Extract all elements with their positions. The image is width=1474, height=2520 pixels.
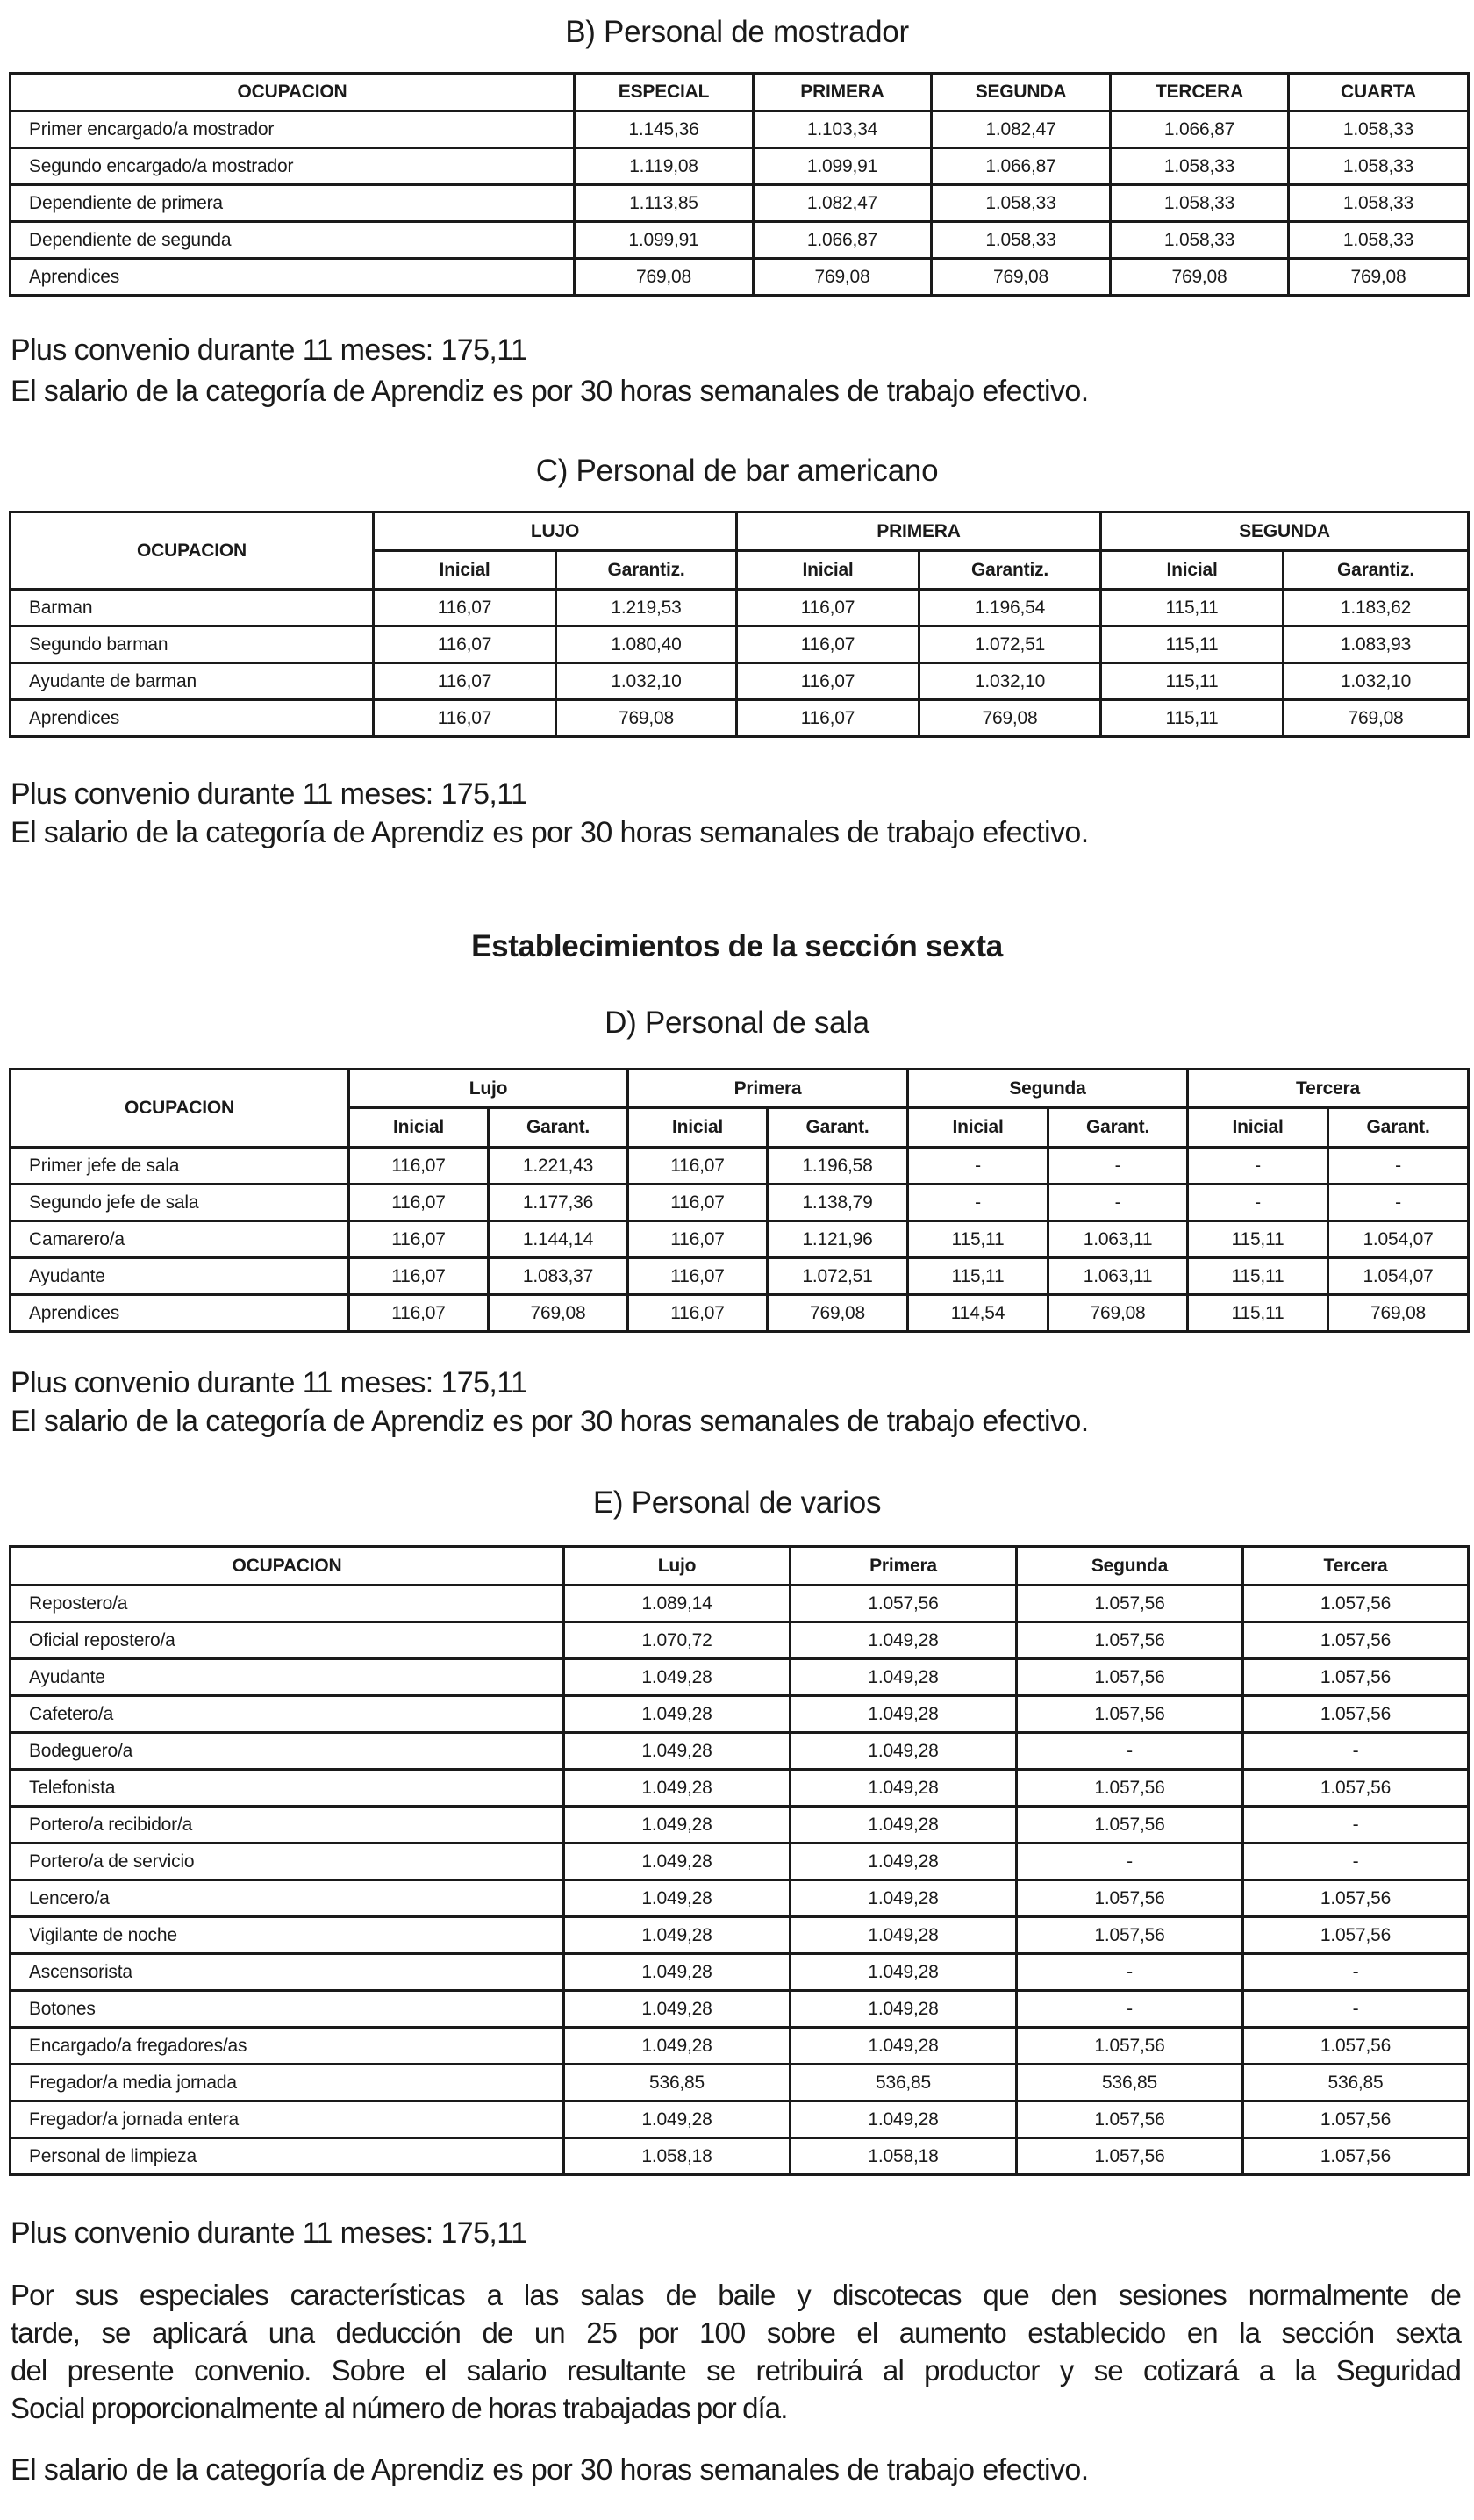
salary-cell: 1.113,85 <box>575 185 754 222</box>
aprendiz-note-c: El salario de la categoría de Aprendiz es por 30 horas semanales de trabajo efectivo. <box>11 816 1089 849</box>
salary-cell: 536,85 <box>1243 2065 1469 2101</box>
occupation-cell: Barman <box>11 590 374 626</box>
column-header: ESPECIAL <box>575 74 754 111</box>
salary-cell: 1.057,56 <box>791 1586 1017 1622</box>
salary-cell: 1.196,54 <box>919 590 1101 626</box>
aprendiz-note-d: El salario de la categoría de Aprendiz es por 30 horas semanales de trabajo efectivo. <box>11 1405 1089 1438</box>
salary-cell: 1.103,34 <box>754 111 932 148</box>
table-row <box>11 1954 1469 1991</box>
salary-cell: 769,08 <box>919 700 1101 737</box>
salary-cell: 1.057,56 <box>1017 1807 1243 1843</box>
salary-cell: 1.057,56 <box>1243 1622 1469 1659</box>
salary-cell: 1.058,33 <box>932 222 1111 259</box>
salary-cell: 1.032,10 <box>1284 663 1469 700</box>
salary-cell: 1.049,28 <box>791 2101 1017 2138</box>
salary-cell: 1.058,33 <box>1289 222 1469 259</box>
subheader-inicial: Inicial <box>1101 551 1284 590</box>
occupation-cell: Lencero/a <box>11 1880 564 1917</box>
group-header-primera: Primera <box>628 1070 908 1108</box>
salary-cell: - <box>908 1185 1048 1221</box>
salary-cell: - <box>908 1148 1048 1185</box>
salary-cell: - <box>1243 1991 1469 2028</box>
occupation-cell: Ayudante <box>11 1258 349 1295</box>
subheader-inicial: Inicial <box>1188 1108 1328 1148</box>
salary-cell: 769,08 <box>1111 259 1289 296</box>
table-row <box>11 1843 1469 1880</box>
salary-cell: 1.058,33 <box>1289 111 1469 148</box>
column-header: TERCERA <box>1111 74 1289 111</box>
salary-cell: 1.049,28 <box>791 2028 1017 2065</box>
salary-cell: 1.082,47 <box>754 185 932 222</box>
occupation-cell: Telefonista <box>11 1770 564 1807</box>
salary-cell: 1.099,91 <box>754 148 932 185</box>
table-row <box>11 2101 1469 2138</box>
salary-cell: 116,07 <box>737 590 919 626</box>
salary-cell: 1.049,28 <box>564 1991 791 2028</box>
salary-cell: - <box>1048 1185 1188 1221</box>
aprendiz-note-e: El salario de la categoría de Aprendiz es por 30 horas semanales de trabajo efectivo. <box>11 2453 1089 2487</box>
occupation-cell: Oficial repostero/a <box>11 1622 564 1659</box>
salary-cell: - <box>1188 1185 1328 1221</box>
salary-cell: 1.049,28 <box>791 1622 1017 1659</box>
salary-cell: 1.057,56 <box>1017 2138 1243 2175</box>
salary-cell: 1.072,51 <box>919 626 1101 663</box>
salary-cell: 1.121,96 <box>768 1221 908 1258</box>
salary-cell: 769,08 <box>1048 1295 1188 1332</box>
subheader-garantiz: Garantiz. <box>919 551 1101 590</box>
salary-cell: 1.063,11 <box>1048 1258 1188 1295</box>
salary-cell: 1.057,56 <box>1017 1586 1243 1622</box>
salary-cell: 1.049,28 <box>564 1807 791 1843</box>
salary-cell: 1.066,87 <box>754 222 932 259</box>
table-personal-varios <box>9 1545 1470 2176</box>
salary-cell: - <box>1328 1148 1469 1185</box>
occupation-cell: Cafetero/a <box>11 1696 564 1733</box>
column-header: Segunda <box>1017 1547 1243 1586</box>
salary-cell: 1.119,08 <box>575 148 754 185</box>
salary-cell: 115,11 <box>1101 700 1284 737</box>
salary-cell: 116,07 <box>628 1295 768 1332</box>
salary-cell: 769,08 <box>489 1295 628 1332</box>
salary-cell: 1.054,07 <box>1328 1258 1469 1295</box>
salary-cell: 1.049,28 <box>791 1659 1017 1696</box>
salary-cell: 1.032,10 <box>919 663 1101 700</box>
column-header-ocupacion: OCUPACION <box>11 512 374 590</box>
subheader-inicial: Inicial <box>628 1108 768 1148</box>
table-row <box>11 1880 1469 1917</box>
occupation-cell: Dependiente de primera <box>11 185 575 222</box>
table-header-row <box>11 1547 1469 1586</box>
occupation-cell: Aprendices <box>11 700 374 737</box>
salary-cell: 769,08 <box>575 259 754 296</box>
salary-cell: 1.183,62 <box>1284 590 1469 626</box>
table-row <box>11 1696 1469 1733</box>
salary-cell: 115,11 <box>1101 590 1284 626</box>
salary-cell: 1.058,33 <box>1289 148 1469 185</box>
table-row <box>11 1991 1469 2028</box>
section-e-title: E) Personal de varios <box>592 1486 882 1520</box>
salary-cell: 769,08 <box>768 1295 908 1332</box>
salary-cell: 116,07 <box>628 1148 768 1185</box>
salary-cell: 1.049,28 <box>564 1696 791 1733</box>
group-header-primera: PRIMERA <box>737 512 1101 551</box>
salary-cell: 1.057,56 <box>1243 1917 1469 1954</box>
table-row <box>11 1185 1469 1221</box>
salary-cell: 116,07 <box>349 1185 489 1221</box>
table-row <box>11 1733 1469 1770</box>
salary-cell: - <box>1017 1991 1243 2028</box>
salary-cell: 1.219,53 <box>556 590 737 626</box>
table-row <box>11 222 1469 259</box>
salary-cell: 1.057,56 <box>1017 1659 1243 1696</box>
salary-cell: 1.049,28 <box>564 2101 791 2138</box>
salary-cell: 116,07 <box>374 663 556 700</box>
salary-cell: 115,11 <box>908 1258 1048 1295</box>
group-header-lujo: LUJO <box>374 512 737 551</box>
column-header: PRIMERA <box>754 74 932 111</box>
salary-cell: 1.057,56 <box>1017 1917 1243 1954</box>
salary-cell: 116,07 <box>349 1258 489 1295</box>
occupation-cell: Primer jefe de sala <box>11 1148 349 1185</box>
table-row <box>11 1295 1469 1332</box>
occupation-cell: Segundo jefe de sala <box>11 1185 349 1221</box>
section-b-title: B) Personal de mostrador <box>565 15 909 49</box>
subheader-garant: Garant. <box>1328 1108 1469 1148</box>
salary-cell: 1.057,56 <box>1017 1622 1243 1659</box>
column-header: Lujo <box>564 1547 791 1586</box>
occupation-cell: Aprendices <box>11 259 575 296</box>
salary-cell: 1.070,72 <box>564 1622 791 1659</box>
salary-cell: - <box>1243 1733 1469 1770</box>
occupation-cell: Aprendices <box>11 1295 349 1332</box>
salary-cell: - <box>1017 1733 1243 1770</box>
salary-cell: 1.049,28 <box>791 1917 1017 1954</box>
occupation-cell: Segundo encargado/a mostrador <box>11 148 575 185</box>
salary-cell: 1.099,91 <box>575 222 754 259</box>
salary-cell: 116,07 <box>374 700 556 737</box>
subheader-inicial: Inicial <box>374 551 556 590</box>
salary-cell: 1.083,93 <box>1284 626 1469 663</box>
salary-cell: 1.089,14 <box>564 1586 791 1622</box>
salary-cell: 769,08 <box>932 259 1111 296</box>
salary-cell: - <box>1017 1843 1243 1880</box>
subheader-inicial: Inicial <box>349 1108 489 1148</box>
salary-cell: 1.049,28 <box>564 1954 791 1991</box>
column-header: OCUPACION <box>11 1547 564 1586</box>
salary-cell: 536,85 <box>791 2065 1017 2101</box>
salary-cell: 116,07 <box>737 626 919 663</box>
salary-cell: 1.049,28 <box>791 1991 1017 2028</box>
salary-cell: 1.057,56 <box>1017 2101 1243 2138</box>
table-row <box>11 1659 1469 1696</box>
salary-cell: 1.058,33 <box>1111 148 1289 185</box>
column-header: Tercera <box>1243 1547 1469 1586</box>
subheader-garant: Garant. <box>768 1108 908 1148</box>
table-row <box>11 2065 1469 2101</box>
salary-cell: 115,11 <box>1188 1221 1328 1258</box>
salary-cell: 1.082,47 <box>932 111 1111 148</box>
occupation-cell: Camarero/a <box>11 1221 349 1258</box>
salary-cell: 115,11 <box>1101 626 1284 663</box>
salary-cell: 1.072,51 <box>768 1258 908 1295</box>
salary-cell: 536,85 <box>564 2065 791 2101</box>
subheader-inicial: Inicial <box>737 551 919 590</box>
table-group-header-row <box>11 512 1469 551</box>
salary-cell: 114,54 <box>908 1295 1048 1332</box>
salary-cell: 116,07 <box>628 1185 768 1221</box>
subheader-garantiz: Garantiz. <box>1284 551 1469 590</box>
table-row <box>11 626 1469 663</box>
table-row <box>11 590 1469 626</box>
salary-cell: 1.054,07 <box>1328 1221 1469 1258</box>
salary-cell: 116,07 <box>374 626 556 663</box>
salary-cell: 116,07 <box>349 1295 489 1332</box>
salary-cell: - <box>1243 1843 1469 1880</box>
salary-cell: 1.196,58 <box>768 1148 908 1185</box>
table-row <box>11 663 1469 700</box>
salary-cell: 116,07 <box>628 1258 768 1295</box>
salary-cell: 1.049,28 <box>564 1843 791 1880</box>
salary-cell: 1.066,87 <box>1111 111 1289 148</box>
salary-cell: 1.049,28 <box>564 1917 791 1954</box>
salary-cell: 116,07 <box>628 1221 768 1258</box>
occupation-cell: Bodeguero/a <box>11 1733 564 1770</box>
column-header-ocupacion: OCUPACION <box>11 1070 349 1148</box>
salary-cell: 116,07 <box>737 700 919 737</box>
table-personal-sala <box>9 1068 1470 1333</box>
salary-cell: 1.057,56 <box>1243 2028 1469 2065</box>
section-c-title: C) Personal de bar americano <box>535 454 939 488</box>
salary-cell: 1.057,56 <box>1243 1696 1469 1733</box>
salary-cell: 1.057,56 <box>1243 1586 1469 1622</box>
table-row <box>11 1917 1469 1954</box>
section-sexta-title: Establecimientos de la sección sexta <box>471 929 1003 963</box>
occupation-cell: Segundo barman <box>11 626 374 663</box>
group-header-tercera: Tercera <box>1188 1070 1469 1108</box>
salary-cell: 1.057,56 <box>1243 1770 1469 1807</box>
salary-cell: 1.032,10 <box>556 663 737 700</box>
salary-cell: 769,08 <box>1328 1295 1469 1332</box>
plus-convenio-c: Plus convenio durante 11 meses: 175,11 <box>11 777 527 811</box>
subheader-garantiz: Garantiz. <box>556 551 737 590</box>
table-row <box>11 1807 1469 1843</box>
plus-convenio-e: Plus convenio durante 11 meses: 175,11 <box>11 2216 527 2250</box>
salary-cell: 1.145,36 <box>575 111 754 148</box>
salary-cell: 769,08 <box>1284 700 1469 737</box>
table-row <box>11 1586 1469 1622</box>
group-header-segunda: SEGUNDA <box>1101 512 1469 551</box>
salary-cell: 1.049,28 <box>564 1733 791 1770</box>
plus-convenio-d: Plus convenio durante 11 meses: 175,11 <box>11 1366 527 1400</box>
column-header: CUARTA <box>1289 74 1469 111</box>
salary-cell: 1.058,33 <box>1111 222 1289 259</box>
group-header-segunda: Segunda <box>908 1070 1188 1108</box>
salary-cell: - <box>1243 1807 1469 1843</box>
paragraph-line: Social proporcionalmente al número de horas trabajadas por día. <box>11 2392 788 2424</box>
table-group-header-row <box>11 1070 1469 1108</box>
table-personal-mostrador <box>9 72 1470 297</box>
salary-cell: - <box>1243 1954 1469 1991</box>
salary-cell: 116,07 <box>349 1148 489 1185</box>
salary-cell: 536,85 <box>1017 2065 1243 2101</box>
table-row <box>11 111 1469 148</box>
paragraph-line: tarde, se aplicará una deducción de un 25 por 100 sobre el aumento establecido en la sección sexta <box>11 2316 1461 2349</box>
salary-cell: 1.058,33 <box>1289 185 1469 222</box>
occupation-cell: Primer encargado/a mostrador <box>11 111 575 148</box>
table-bar-americano <box>9 511 1470 738</box>
salary-cell: 769,08 <box>556 700 737 737</box>
occupation-cell: Fregador/a jornada entera <box>11 2101 564 2138</box>
subheader-garant: Garant. <box>1048 1108 1188 1148</box>
table-row <box>11 1622 1469 1659</box>
salary-cell: 115,11 <box>1101 663 1284 700</box>
table-row <box>11 1258 1469 1295</box>
salary-cell: 1.049,28 <box>791 1696 1017 1733</box>
plus-convenio-b: Plus convenio durante 11 meses: 175,11 <box>11 333 527 367</box>
occupation-cell: Vigilante de noche <box>11 1917 564 1954</box>
table-row <box>11 185 1469 222</box>
salary-cell: 1.049,28 <box>564 1770 791 1807</box>
salary-cell: 1.057,56 <box>1017 1696 1243 1733</box>
table-row <box>11 700 1469 737</box>
column-header: OCUPACION <box>11 74 575 111</box>
table-row <box>11 2028 1469 2065</box>
salary-cell: 115,11 <box>1188 1258 1328 1295</box>
salary-cell: 1.057,56 <box>1017 1880 1243 1917</box>
occupation-cell: Repostero/a <box>11 1586 564 1622</box>
occupation-cell: Encargado/a fregadores/as <box>11 2028 564 2065</box>
section-d-title: D) Personal de sala <box>605 1006 869 1040</box>
salary-cell: 115,11 <box>908 1221 1048 1258</box>
occupation-cell: Fregador/a media jornada <box>11 2065 564 2101</box>
occupation-cell: Portero/a de servicio <box>11 1843 564 1880</box>
discotecas-paragraph <box>11 2276 1461 2427</box>
salary-cell: 1.080,40 <box>556 626 737 663</box>
salary-cell: 769,08 <box>754 259 932 296</box>
salary-cell: 1.063,11 <box>1048 1221 1188 1258</box>
salary-cell: 115,11 <box>1188 1295 1328 1332</box>
table-row <box>11 1770 1469 1807</box>
salary-cell: - <box>1188 1148 1328 1185</box>
occupation-cell: Ayudante <box>11 1659 564 1696</box>
salary-cell: 1.049,28 <box>791 1843 1017 1880</box>
salary-cell: 1.083,37 <box>489 1258 628 1295</box>
subheader-inicial: Inicial <box>908 1108 1048 1148</box>
subheader-garant: Garant. <box>489 1108 628 1148</box>
column-header: Primera <box>791 1547 1017 1586</box>
salary-cell: 1.049,28 <box>564 1880 791 1917</box>
table-row <box>11 259 1469 296</box>
salary-cell: 1.057,56 <box>1017 2028 1243 2065</box>
salary-cell: 1.049,28 <box>791 1733 1017 1770</box>
salary-cell: 1.177,36 <box>489 1185 628 1221</box>
column-header: SEGUNDA <box>932 74 1111 111</box>
salary-cell: - <box>1048 1148 1188 1185</box>
salary-cell: 1.049,28 <box>791 1880 1017 1917</box>
salary-cell: 1.057,56 <box>1243 2138 1469 2175</box>
occupation-cell: Personal de limpieza <box>11 2138 564 2175</box>
salary-cell: - <box>1017 1954 1243 1991</box>
occupation-cell: Ascensorista <box>11 1954 564 1991</box>
salary-cell: 1.049,28 <box>791 1807 1017 1843</box>
salary-cell: 1.057,56 <box>1243 1880 1469 1917</box>
salary-cell: 1.049,28 <box>564 1659 791 1696</box>
salary-cell: 1.058,33 <box>932 185 1111 222</box>
salary-cell: 1.058,33 <box>1111 185 1289 222</box>
table-row <box>11 1148 1469 1185</box>
salary-cell: 1.049,28 <box>791 1954 1017 1991</box>
salary-cell: 1.057,56 <box>1017 1770 1243 1807</box>
paragraph-line: Por sus especiales características a las salas de baile y discotecas que den sesiones normalmente de <box>11 2279 1461 2311</box>
salary-cell: 1.058,18 <box>791 2138 1017 2175</box>
salary-cell: 1.057,56 <box>1243 2101 1469 2138</box>
occupation-cell: Ayudante de barman <box>11 663 374 700</box>
table-row <box>11 1221 1469 1258</box>
salary-cell: 1.138,79 <box>768 1185 908 1221</box>
salary-cell: 116,07 <box>349 1221 489 1258</box>
salary-cell: 1.066,87 <box>932 148 1111 185</box>
aprendiz-note-b: El salario de la categoría de Aprendiz es por 30 horas semanales de trabajo efectivo. <box>11 375 1089 408</box>
salary-cell: 1.144,14 <box>489 1221 628 1258</box>
occupation-cell: Portero/a recibidor/a <box>11 1807 564 1843</box>
occupation-cell: Dependiente de segunda <box>11 222 575 259</box>
salary-cell: 769,08 <box>1289 259 1469 296</box>
salary-cell: 1.049,28 <box>564 2028 791 2065</box>
salary-cell: 1.049,28 <box>791 1770 1017 1807</box>
salary-cell: 1.057,56 <box>1243 1659 1469 1696</box>
salary-cell: 116,07 <box>374 590 556 626</box>
salary-cell: 1.221,43 <box>489 1148 628 1185</box>
paragraph-line: del presente convenio. Sobre el salario resultante se retribuirá al productor y se cotizará a la Seguridad <box>11 2354 1461 2387</box>
salary-cell: 1.058,18 <box>564 2138 791 2175</box>
group-header-lujo: Lujo <box>349 1070 628 1108</box>
salary-cell: 116,07 <box>737 663 919 700</box>
occupation-cell: Botones <box>11 1991 564 2028</box>
table-row <box>11 148 1469 185</box>
table-header-row <box>11 74 1469 111</box>
table-row <box>11 2138 1469 2175</box>
salary-cell: - <box>1328 1185 1469 1221</box>
